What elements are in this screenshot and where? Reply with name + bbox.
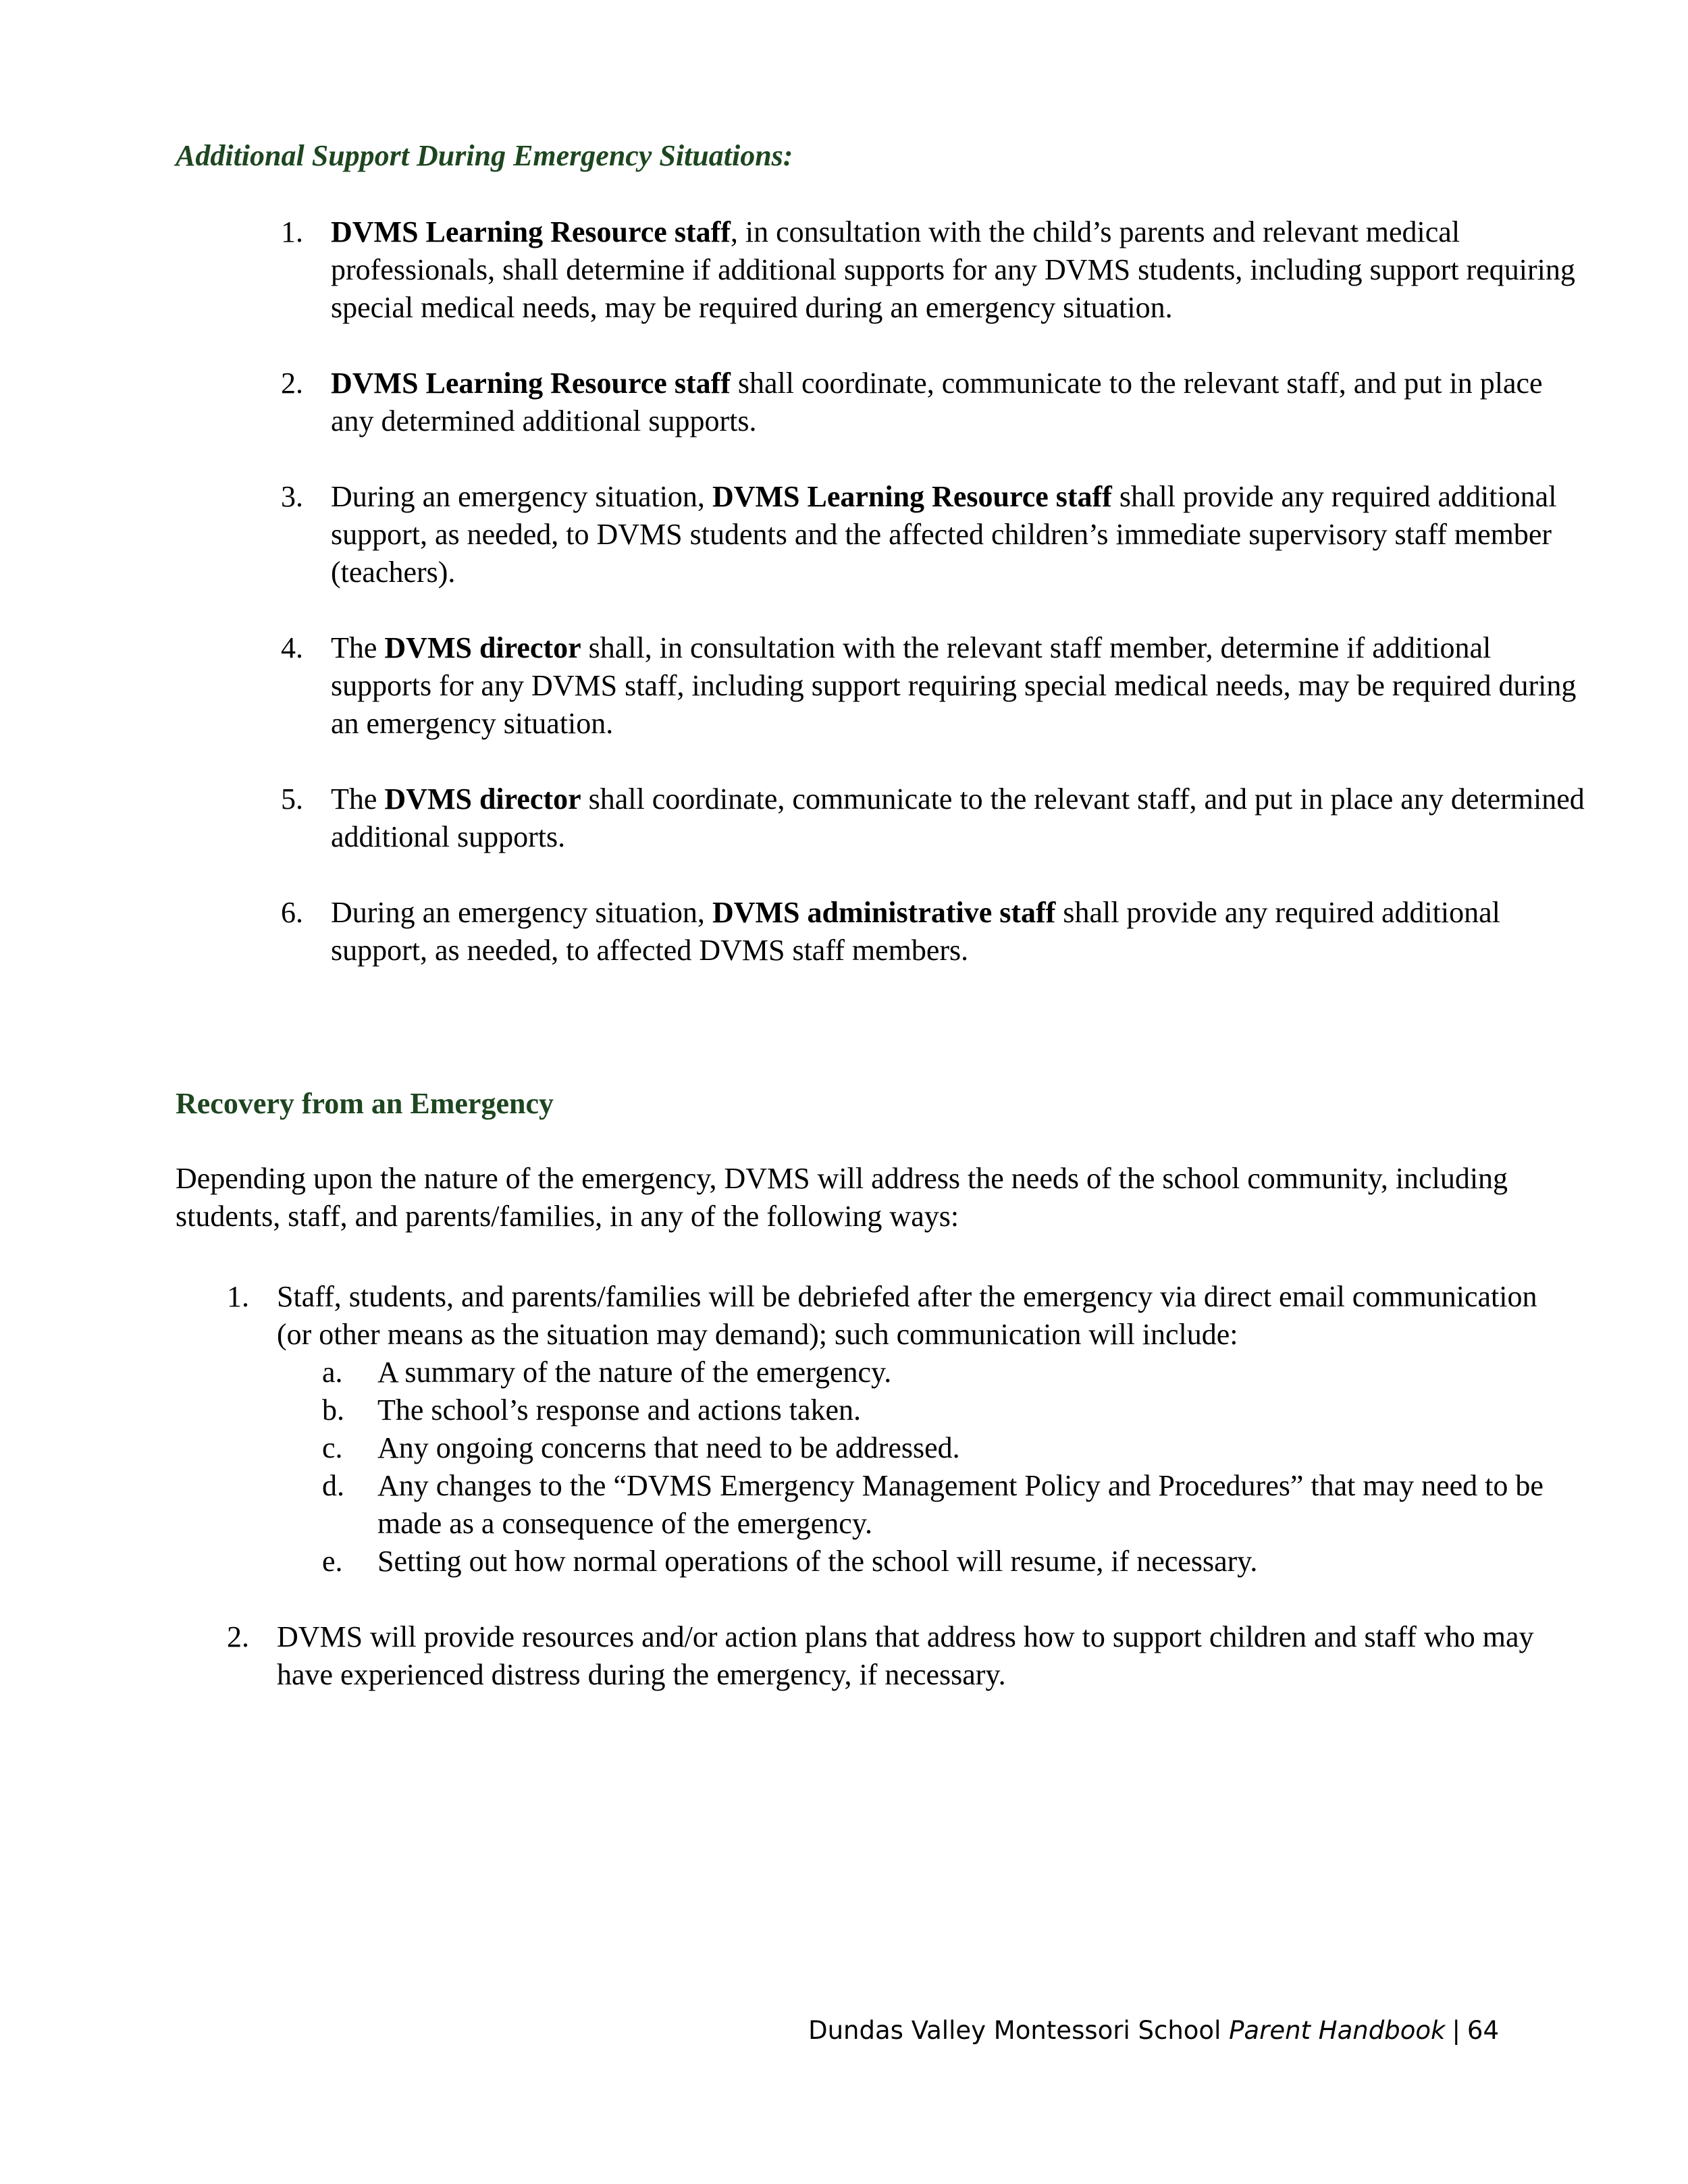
sublist-item	[277, 1467, 1560, 1543]
section-heading-recovery: Recovery from an Emergency	[176, 1087, 554, 1120]
list-item-number: 2.	[227, 1620, 249, 1653]
list-item-number: 3.	[281, 480, 303, 513]
list-item-post: shall coordinate, communicate to the relevant staff, and put in place any determined additional supports.	[331, 367, 1543, 437]
sublist-item-text: A summary of the nature of the emergency.	[377, 1356, 892, 1389]
sublist-item-letter: e.	[322, 1545, 343, 1578]
footer-school-name: Dundas Valley Montessori School	[808, 2016, 1221, 2045]
list-item	[263, 478, 1587, 591]
list-item-bold: DVMS Learning Resource staff	[331, 215, 731, 248]
recovery-list	[209, 1278, 1560, 1694]
list-item	[263, 213, 1587, 327]
list-item-post: shall, in consultation with the relevant staff member, determine if additional supports for any DVMS staff, including support requiring special medical needs, may be required during an emergency situation.	[331, 631, 1577, 740]
list-item-number: 4.	[281, 631, 303, 664]
list-item-number: 2.	[281, 367, 303, 400]
list-item-post: shall coordinate, communicate to the relevant staff, and put in place any determined additional supports.	[331, 782, 1585, 853]
list-item	[263, 780, 1587, 856]
footer-separator: |	[1452, 2016, 1460, 2045]
sublist-item-letter: a.	[322, 1356, 343, 1389]
sublist-item-text: Setting out how normal operations of the school will resume, if necessary.	[377, 1545, 1258, 1578]
list-item-pre: During an emergency situation,	[331, 896, 712, 929]
list-item-post: shall provide any required additional support, as needed, to affected DVMS staff members.	[331, 896, 1500, 967]
page-footer	[808, 2014, 1499, 2048]
recovery-intro-paragraph: Depending upon the nature of the emergency, DVMS will address the needs of the school community, including students, staff, and parents/families, in any of the following ways:	[176, 1162, 1508, 1233]
additional-support-list	[263, 213, 1587, 969]
footer-handbook-title: Parent Handbook	[1229, 2016, 1446, 2045]
sublist-item-text: Any changes to the “DVMS Emergency Management Policy and Procedures” that may need to be made as a consequence of the emergency.	[377, 1469, 1544, 1540]
sublist-item-letter: d.	[322, 1469, 344, 1502]
sublist-item	[277, 1429, 1560, 1467]
list-item-text: DVMS will provide resources and/or action plans that address how to support children and staff who may have experienced distress during the emergency, if necessary.	[277, 1620, 1534, 1691]
sublist-item	[277, 1354, 1560, 1391]
sublist-item-text: Any ongoing concerns that need to be addressed.	[377, 1431, 960, 1464]
list-item-number: 1.	[227, 1280, 249, 1313]
list-item	[209, 1618, 1560, 1694]
list-item-bold: DVMS director	[384, 782, 581, 816]
list-item-post: shall provide any required additional support, as needed, to DVMS students and the affected children’s immediate supervisory staff member (teachers).	[331, 480, 1557, 589]
footer-page-number: 64	[1467, 2016, 1499, 2045]
section-heading-additional-support: Additional Support During Emergency Situations:	[176, 139, 793, 172]
sublist-item-letter: b.	[322, 1393, 344, 1427]
sublist-item	[277, 1543, 1560, 1580]
sublist-item	[277, 1391, 1560, 1429]
list-item-post: , in consultation with the child’s parents and relevant medical professionals, shall determine if additional supports for any DVMS students, including support requiring special medical needs, may be required during an emergency situation.	[331, 215, 1575, 324]
sublist-item-text: The school’s response and actions taken.	[377, 1393, 862, 1427]
list-item-number: 5.	[281, 782, 303, 816]
list-item-pre: The	[331, 631, 385, 664]
list-item-pre: The	[331, 782, 385, 816]
list-item	[263, 365, 1587, 440]
list-item-pre: During an emergency situation,	[331, 480, 712, 513]
list-item	[263, 629, 1587, 743]
list-item-number: 6.	[281, 896, 303, 929]
sublist-item-letter: c.	[322, 1431, 343, 1464]
list-item-bold: DVMS director	[384, 631, 581, 664]
list-item-bold: DVMS Learning Resource staff	[712, 480, 1112, 513]
list-item-bold: DVMS administrative staff	[712, 896, 1056, 929]
list-item-text: Staff, students, and parents/families will be debriefed after the emergency via direct email communication (or other means as the situation may demand); such communication will include:	[277, 1280, 1537, 1351]
list-item-number: 1.	[281, 215, 303, 248]
communication-contents-sublist	[277, 1354, 1560, 1580]
list-item	[263, 894, 1587, 969]
list-item	[209, 1278, 1560, 1580]
list-item-bold: DVMS Learning Resource staff	[331, 367, 731, 400]
